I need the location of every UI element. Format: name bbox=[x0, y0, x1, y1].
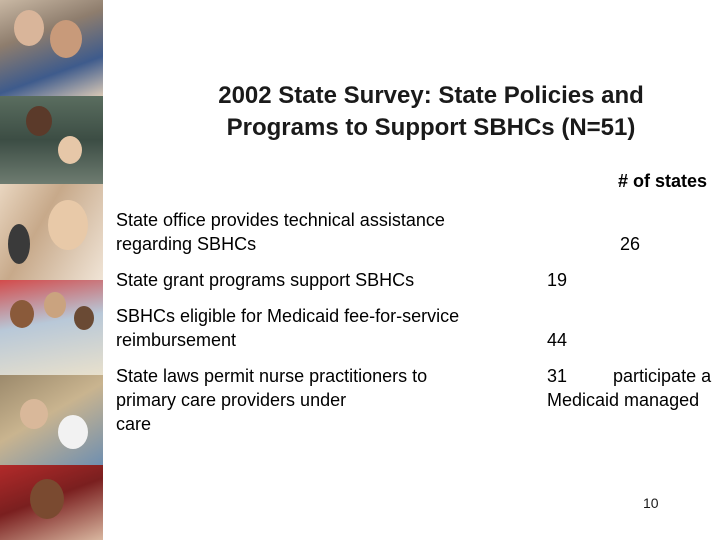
column-header-number-of-states: # of states bbox=[618, 171, 708, 191]
children-playing-photo bbox=[0, 280, 103, 375]
clinic-exam-photo bbox=[0, 375, 103, 465]
row-label-technical-assistance bbox=[116, 208, 526, 256]
page-number: 10 bbox=[643, 495, 659, 511]
slide-title-line-2: Programs to Support SBHCs (N=51) bbox=[226, 114, 636, 141]
students-classroom-photo bbox=[0, 0, 103, 96]
photo-strip bbox=[0, 0, 103, 540]
row-value-note-line-1: participate a bbox=[613, 366, 712, 386]
row-label-line: State office provides technical assistance bbox=[116, 210, 445, 230]
student-portrait-photo bbox=[0, 465, 103, 540]
row-value-grant-programs: 19 bbox=[547, 270, 568, 290]
row-label-line: State laws permit nurse practitioners to bbox=[116, 366, 428, 386]
row-label-grant-programs bbox=[116, 268, 526, 292]
row-label-line: care bbox=[116, 414, 152, 434]
student-at-chalkboard-photo bbox=[0, 96, 103, 184]
row-value-nurse-practitioners bbox=[547, 364, 720, 412]
row-label-line: regarding SBHCs bbox=[116, 234, 257, 254]
row-label-nurse-practitioners bbox=[116, 364, 526, 436]
row-label-line: reimbursement bbox=[116, 330, 237, 350]
row-value-medicaid-eligibility: 44 bbox=[547, 330, 568, 350]
row-label-medicaid-eligibility bbox=[116, 304, 526, 352]
girl-with-microscope-photo bbox=[0, 184, 103, 280]
row-value-note-line-2: Medicaid managed bbox=[547, 390, 700, 410]
slide-title bbox=[140, 80, 720, 144]
row-value-technical-assistance: 26 bbox=[620, 234, 641, 254]
slide-title-line-1: 2002 State Survey: State Policies and bbox=[218, 82, 644, 109]
row-label-line: State grant programs support SBHCs bbox=[116, 270, 415, 290]
row-value-number: 31 bbox=[547, 366, 568, 386]
row-label-line: SBHCs eligible for Medicaid fee-for-service bbox=[116, 306, 460, 326]
row-label-line: primary care providers under bbox=[116, 390, 347, 410]
